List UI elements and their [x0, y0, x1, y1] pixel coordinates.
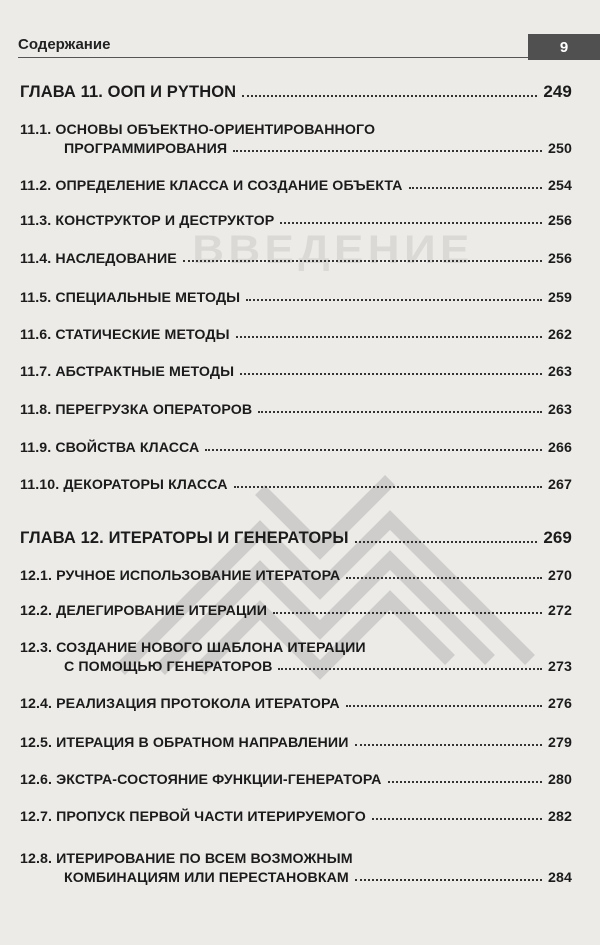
toc-section-entry[interactable]: [20, 603, 572, 619]
toc-entry-title: ИТЕРИРОВАНИЕ ПО ВСЕМ ВОЗМОЖНЫМ: [56, 851, 353, 867]
toc-entry-page: 276: [548, 696, 572, 712]
toc-section-entry[interactable]: [20, 251, 572, 267]
toc-entry-title: ИТЕРАЦИЯ В ОБРАТНОМ НАПРАВЛЕНИИ: [56, 735, 349, 751]
toc-chapter-entry[interactable]: [20, 528, 572, 548]
toc-section-entry[interactable]: [20, 364, 572, 380]
toc-entry-title: ОСНОВЫ ОБЪЕКТНО-ОРИЕНТИРОВАННОГО: [55, 122, 376, 138]
dot-leader: [183, 259, 542, 262]
toc-entry-title: ИТЕРАТОРЫ И ГЕНЕРАТОРЫ: [108, 529, 349, 547]
toc-entry-title: ПЕРЕГРУЗКА ОПЕРАТОРОВ: [55, 402, 253, 418]
toc-entry-page: 270: [548, 568, 572, 584]
dot-leader: [205, 448, 542, 451]
page-header: [18, 34, 600, 58]
toc-section-entry[interactable]: [20, 122, 572, 157]
page-number: 9: [559, 38, 569, 56]
toc-entry-number: 11.6.: [20, 327, 52, 343]
dot-leader: [240, 372, 542, 375]
toc-section-entry[interactable]: [20, 568, 572, 584]
dot-leader: [372, 817, 542, 820]
toc-section-entry[interactable]: [20, 327, 572, 343]
dot-leader: [388, 780, 543, 783]
toc-entry-title: СОЗДАНИЕ НОВОГО ШАБЛОНА ИТЕРАЦИИ: [56, 640, 366, 656]
toc-entry-number: 11.2.: [20, 178, 52, 194]
toc-entry-page: 249: [543, 82, 572, 101]
toc-entry-page: 256: [548, 251, 572, 267]
bleed-through-heading: ВВЕДЕНИЕ: [192, 228, 474, 272]
toc-entry-number: 12.6.: [20, 772, 53, 788]
toc-entry-title: СВОЙСТВА КЛАССА: [55, 440, 200, 456]
toc-section-entry[interactable]: [20, 772, 572, 788]
toc-entry-title: НАСЛЕДОВАНИЕ: [55, 251, 177, 267]
toc-section-entry[interactable]: [20, 402, 572, 418]
toc-entry-number: 12.1.: [20, 568, 53, 584]
toc-section-entry[interactable]: [20, 477, 572, 493]
toc-entry-page: 266: [548, 440, 572, 456]
dot-leader: [355, 743, 543, 746]
toc-entry-title: КОНСТРУКТОР И ДЕСТРУКТОР: [55, 213, 275, 229]
dot-leader: [273, 611, 542, 614]
toc-entry-page: 256: [548, 213, 572, 229]
toc-entry-title: ООП И PYTHON: [107, 83, 237, 101]
toc-entry-number: 11.3.: [20, 213, 52, 229]
toc-entry-page: 284: [548, 870, 572, 886]
running-header-title: Содержание: [18, 36, 111, 53]
toc-entry-title: ДЕКОРАТОРЫ КЛАССА: [63, 477, 228, 493]
toc-entry-number: 11.4.: [20, 251, 52, 267]
toc-entry-page: 263: [548, 364, 572, 380]
toc-entry-page: 279: [548, 735, 572, 751]
toc-entry-number: ГЛАВА 12.: [20, 529, 104, 547]
toc-entry-page: 259: [548, 290, 572, 306]
toc-section-entry[interactable]: [20, 735, 572, 751]
dot-leader: [236, 335, 542, 338]
toc-entry-page: 272: [548, 603, 572, 619]
header-rule: [18, 57, 528, 58]
dot-leader: [346, 576, 542, 579]
toc-entry-number: 12.4.: [20, 696, 53, 712]
toc-entry-title: СПЕЦИАЛЬНЫЕ МЕТОДЫ: [55, 290, 241, 306]
toc-section-entry[interactable]: [20, 809, 572, 825]
toc-entry-title-continued: С ПОМОЩЬЮ ГЕНЕРАТОРОВ: [64, 659, 273, 675]
toc-entry-number: 12.2.: [20, 603, 53, 619]
toc-entry-number: 12.3.: [20, 640, 53, 656]
page-number-badge: [528, 34, 600, 60]
toc-entry-title: ДЕЛЕГИРОВАНИЕ ИТЕРАЦИИ: [56, 603, 268, 619]
toc-chapter-entry[interactable]: [20, 82, 572, 102]
toc-section-entry[interactable]: [20, 851, 572, 886]
toc-section-entry[interactable]: [20, 440, 572, 456]
toc-entry-title: ОПРЕДЕЛЕНИЕ КЛАССА И СОЗДАНИЕ ОБЪЕКТА: [55, 178, 403, 194]
toc-entry-page: 282: [548, 809, 572, 825]
toc-entry-page: 250: [548, 141, 572, 157]
toc-entry-number: 11.5.: [20, 290, 52, 306]
toc-entry-title: ПРОПУСК ПЕРВОЙ ЧАСТИ ИТЕРИРУЕМОГО: [56, 809, 366, 825]
toc-entry-page: 254: [548, 178, 572, 194]
dot-leader: [280, 221, 542, 224]
toc-section-entry[interactable]: [20, 213, 572, 229]
toc-entry-number: 11.9.: [20, 440, 52, 456]
toc-entry-title-continued: ПРОГРАММИРОВАНИЯ: [64, 141, 228, 157]
dot-leader: [234, 485, 542, 488]
dot-leader: [409, 186, 542, 189]
toc-entry-title: АБСТРАКТНЫЕ МЕТОДЫ: [55, 364, 235, 380]
toc-entry-number: 11.7.: [20, 364, 52, 380]
dot-leader: [246, 298, 542, 301]
toc-entry-title: РЕАЛИЗАЦИЯ ПРОТОКОЛА ИТЕРАТОРА: [56, 696, 340, 712]
toc-entry-page: 263: [548, 402, 572, 418]
toc-entry-title: ЭКСТРА-СОСТОЯНИЕ ФУНКЦИИ-ГЕНЕРАТОРА: [56, 772, 382, 788]
toc-section-entry[interactable]: [20, 640, 572, 675]
dot-leader: [355, 540, 538, 543]
toc-entry-page: 267: [548, 477, 572, 493]
toc-entry-number: 12.8.: [20, 851, 53, 867]
dot-leader: [258, 410, 542, 413]
dot-leader: [233, 149, 542, 152]
toc-section-entry[interactable]: [20, 178, 572, 194]
toc-section-entry[interactable]: [20, 696, 572, 712]
toc-section-entry[interactable]: [20, 290, 572, 306]
dot-leader: [355, 878, 542, 881]
toc-entry-number: 12.7.: [20, 809, 53, 825]
toc-entry-page: 262: [548, 327, 572, 343]
toc-entry-number: 11.10.: [20, 477, 60, 493]
toc-entry-title-continued: КОМБИНАЦИЯМ ИЛИ ПЕРЕСТАНОВКАМ: [64, 870, 349, 886]
toc-entry-title: СТАТИЧЕСКИЕ МЕТОДЫ: [55, 327, 230, 343]
toc-entry-number: ГЛАВА 11.: [20, 83, 103, 101]
dot-leader: [346, 704, 542, 707]
toc-entry-number: 11.1.: [20, 122, 52, 138]
toc-entry-page: 280: [548, 772, 572, 788]
toc-entry-page: 269: [543, 528, 572, 547]
dot-leader: [278, 667, 542, 670]
dot-leader: [242, 94, 537, 97]
toc-entry-title: РУЧНОЕ ИСПОЛЬЗОВАНИЕ ИТЕРАТОРА: [56, 568, 341, 584]
toc-entry-number: 11.8.: [20, 402, 52, 418]
toc-entry-number: 12.5.: [20, 735, 53, 751]
toc-entry-page: 273: [548, 659, 572, 675]
